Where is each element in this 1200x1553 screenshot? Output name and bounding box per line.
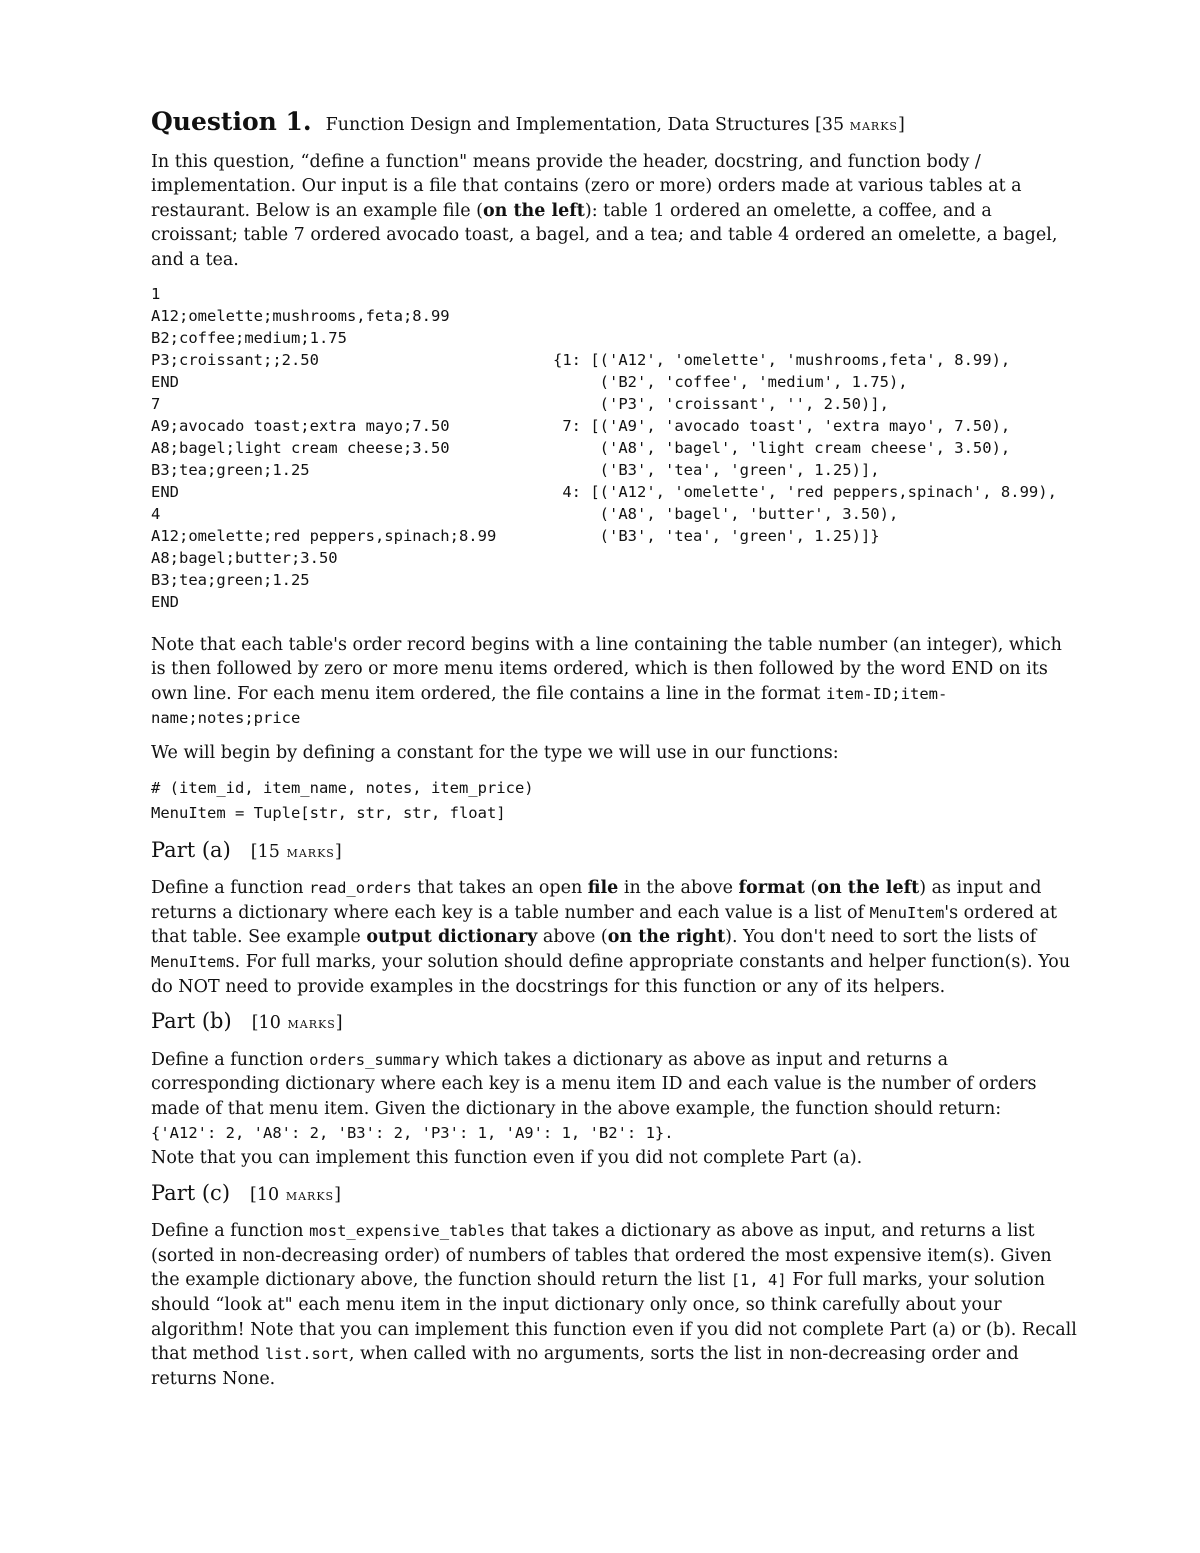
constant-line: MenuItem = Tuple[str, str, str, float] [151,803,506,822]
dict-line: 4: [('A12', 'omelette', 'red peppers,spinach', 8.99), [553,482,1057,501]
part-b-text: which takes a dictionary as above as input and returns a corresponding dictionary where each key is a menu item ID and each value is the number of orders made of that menu item. Given the dictionary in the above example, the function should return: [151,1049,1037,1119]
file-line: 4 [151,504,161,523]
question-page [151,107,1081,1401]
intro-paragraph [151,150,1081,273]
dict-line: ('B2', 'coffee', 'medium', 1.75), [553,372,908,391]
part-c-function-name: most_expensive_tables [309,1222,506,1241]
file-line: A8;bagel;butter;3.50 [151,548,338,567]
part-b-marks-close: ] [335,1013,343,1034]
question-marks-word: marks [849,115,898,134]
part-a-text: above ( [537,927,608,948]
file-line: B3;tea;green;1.25 [151,460,310,479]
constant-line: # (item_id, item_name, notes, item_price) [151,778,534,797]
dict-line: 7: [('A9', 'avocado toast', 'extra mayo', 7.50), [553,416,1011,435]
file-line: END [151,482,179,501]
file-line: P3;croissant;;2.50 [151,350,319,369]
part-c-text: Define a function [151,1221,310,1242]
part-c-code: list.sort [264,1345,349,1364]
part-a-marks-close: ] [334,841,342,862]
part-a-text: that takes an open [411,878,588,899]
file-line: A12;omelette;mushrooms,feta;8.99 [151,306,450,325]
part-b-marks-open: [10 [251,1013,281,1034]
file-line: B3;tea;green;1.25 [151,570,310,589]
file-line: A12;omelette;red peppers,spinach;8.99 [151,526,497,545]
part-c-marks-open: [10 [250,1184,280,1205]
part-b-paragraph [151,1048,1081,1171]
part-b-note: Note that you can implement this function even if you did not complete Part (a). [151,1148,863,1169]
intro-text-2: ): table 1 ordered an omelette, a coffee, and a croissant; table 7 ordered avocado toast, a bagel, and a tea; and table 4 ordered an omelette, a bagel, and a tea. [151,200,1058,270]
question-marks-close: ] [897,115,905,135]
part-a-function-name: read_orders [309,879,412,898]
dict-line: ('P3', 'croissant', '', 2.50)], [553,394,889,413]
part-c-code: [1, 4] [730,1271,787,1290]
part-a-bold: on the right [607,927,726,948]
dict-line: ('A8', 'bagel', 'butter', 3.50), [553,504,899,523]
example-file [151,283,496,613]
part-a-paragraph [151,876,1081,999]
part-a-bold: file [587,878,619,899]
dict-line: ('B3', 'tea', 'green', 1.25)]} [553,526,880,545]
dict-line: {1: [('A12', 'omelette', 'mushrooms,feta', 8.99), [553,350,1011,369]
part-a-text: in the above [618,878,739,899]
part-b-expected-output: {'A12': 2, 'A8': 2, 'B3': 2, 'P3': 1, 'A9': 1, 'B2': 1}. [151,1124,674,1143]
part-a-code: MenuItem [869,903,945,922]
example-code-area [151,283,1081,615]
question-header [151,107,1081,138]
part-c-text: , when called with no arguments, sorts the list in non-decreasing order and returns None. [151,1344,1019,1389]
note-text: Note that each table's order record begins with a line containing the table number (an integer), which is then followed by zero or more menu items ordered, which is then followed by the word END on its own line. For each menu item ordered, the file contains a line in the format [151,634,1062,704]
question-topic: Function Design and Implementation, Data Structures [35 [325,115,845,135]
question-number: Question 1. [151,107,312,136]
file-line: A9;avocado toast;extra mayo;7.50 [151,416,450,435]
part-a-heading [151,838,1081,865]
constant-intro: We will begin by defining a constant for the type we will use in our functions: [151,742,839,763]
part-a-text: 's ordered at that table. See example [151,902,1058,948]
dict-line: ('B3', 'tea', 'green', 1.25)], [553,460,880,479]
part-b-title: Part (b) [151,1009,232,1034]
part-c-marks-close: ] [334,1184,341,1205]
part-b-heading [151,1009,1081,1036]
part-c-text: that takes a dictionary as above as input, and returns a list (sorted in non-decreasing order) of numbers of tables that ordered the most expensive item(s). Given the example dictionary above, the function should return the list [151,1221,1052,1291]
part-c-marks-word: marks [285,1184,335,1204]
file-line: END [151,372,179,391]
part-a-marks-word: marks [286,841,335,861]
part-a-title: Part (a) [151,837,231,862]
part-a-code: MenuItem [151,952,226,971]
example-dictionary [553,349,1057,547]
constant-code-block [151,776,1081,826]
file-line: 7 [151,394,161,413]
note-paragraph [151,633,1081,731]
file-line: B2;coffee;medium;1.75 [151,328,347,347]
part-a-text: ) as input and returns a dictionary where each key is a table number and each value is a list of [151,878,1042,923]
part-c-title: Part (c) [151,1180,231,1205]
part-a-bold: output dictionary [366,927,538,948]
part-a-bold: format [738,878,805,899]
file-line: END [151,592,179,611]
intro-text-1: In this question, “define a function" means provide the header, docstring, and function body / implementation. Our input is a file that contains (zero or more) orders made at various tables at a restaurant. Below is an example file ( [151,151,1022,221]
dict-line: ('A8', 'bagel', 'light cream cheese', 3.50), [553,438,1011,457]
part-b-marks-word: marks [287,1013,336,1033]
part-c-heading [151,1181,1081,1208]
part-b-text: Define a function [151,1049,310,1070]
file-line: A8;bagel;light cream cheese;3.50 [151,438,450,457]
part-a-text: ). You don't need to sort the lists of [725,927,1037,948]
part-a-bold: on the left [817,878,920,899]
file-line: 1 [151,284,161,303]
part-a-text: Define a function [151,878,310,899]
part-c-text: For full marks, your solution should “look at" each menu item in the input dictionary only once, so think carefully about your algorithm! Note that you can implement this function even if you did not complete Part (a) or (b). Recall that method [151,1270,1077,1365]
note-format-code: item-ID;item-name;notes;price [151,684,948,728]
part-c-paragraph [151,1219,1081,1391]
part-a-text: ( [804,878,818,899]
part-a-text: s. For full marks, your solution should define appropriate constants and helper function(s). You do NOT need to provide examples in the docstrings for this function or any of its helpers. [151,951,1071,997]
intro-bold-on-left: on the left [482,200,585,221]
part-b-function-name: orders_summary [309,1050,440,1069]
part-a-marks-open: [15 [250,841,280,862]
